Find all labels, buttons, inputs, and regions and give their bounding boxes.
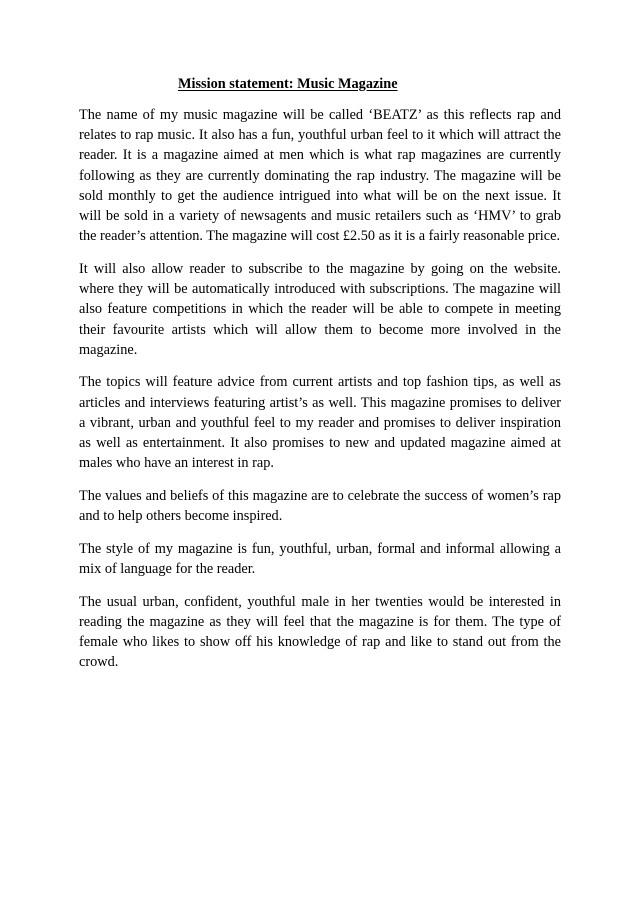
paragraph-values: The values and beliefs of this magazine are to celebrate the success of women’s rap and to help others become inspired. — [79, 487, 561, 525]
paragraph-style: The style of my magazine is fun, youthful, urban, formal and informal allowing a mix of language for the reader. — [79, 540, 561, 578]
document-title: Mission statement: Music Magazine — [178, 76, 398, 92]
paragraph-audience: The usual urban, confident, youthful male in her twenties would be interested in reading the magazine as they will feel that the magazine is for them. The type of female who likes to show off his knowledge of rap and like to stand out from the crowd. — [79, 593, 561, 671]
paragraph-brand-name: The name of my music magazine will be called ‘BEATZ’ as this reflects rap and relates to rap music. It also has a fun, youthful urban feel to it which will attract the reader. It is a magazine aimed at men which is what rap magazines are currently following as they are currently dominating the rap industry. The magazine will be sold monthly to get the audience intrigued into what will be on the next issue. It will be sold in a variety of newsagents and music retailers such as ‘HMV’ to grab the reader’s attention. The magazine will cost £2.50 as it is a fairly reasonable price. — [79, 107, 561, 245]
paragraph-subscription: It will also allow reader to subscribe to the magazine by going on the website. where they will be automatically introduced with subscriptions. The magazine will also feature competitions in which the reader will be able to compete in meeting their favourite artists which will allow them to become more involved in the magazine. — [79, 260, 561, 358]
paragraph-topics: The topics will feature advice from current artists and top fashion tips, as well as articles and interviews featuring artist’s as well. This magazine promises to deliver a vibrant, urban and youthful feel to my reader and promises to deliver inspiration as well as entertainment. It also promises to new and updated magazine aimed at males who have an interest in rap. — [79, 374, 561, 472]
document-body — [79, 105, 561, 685]
